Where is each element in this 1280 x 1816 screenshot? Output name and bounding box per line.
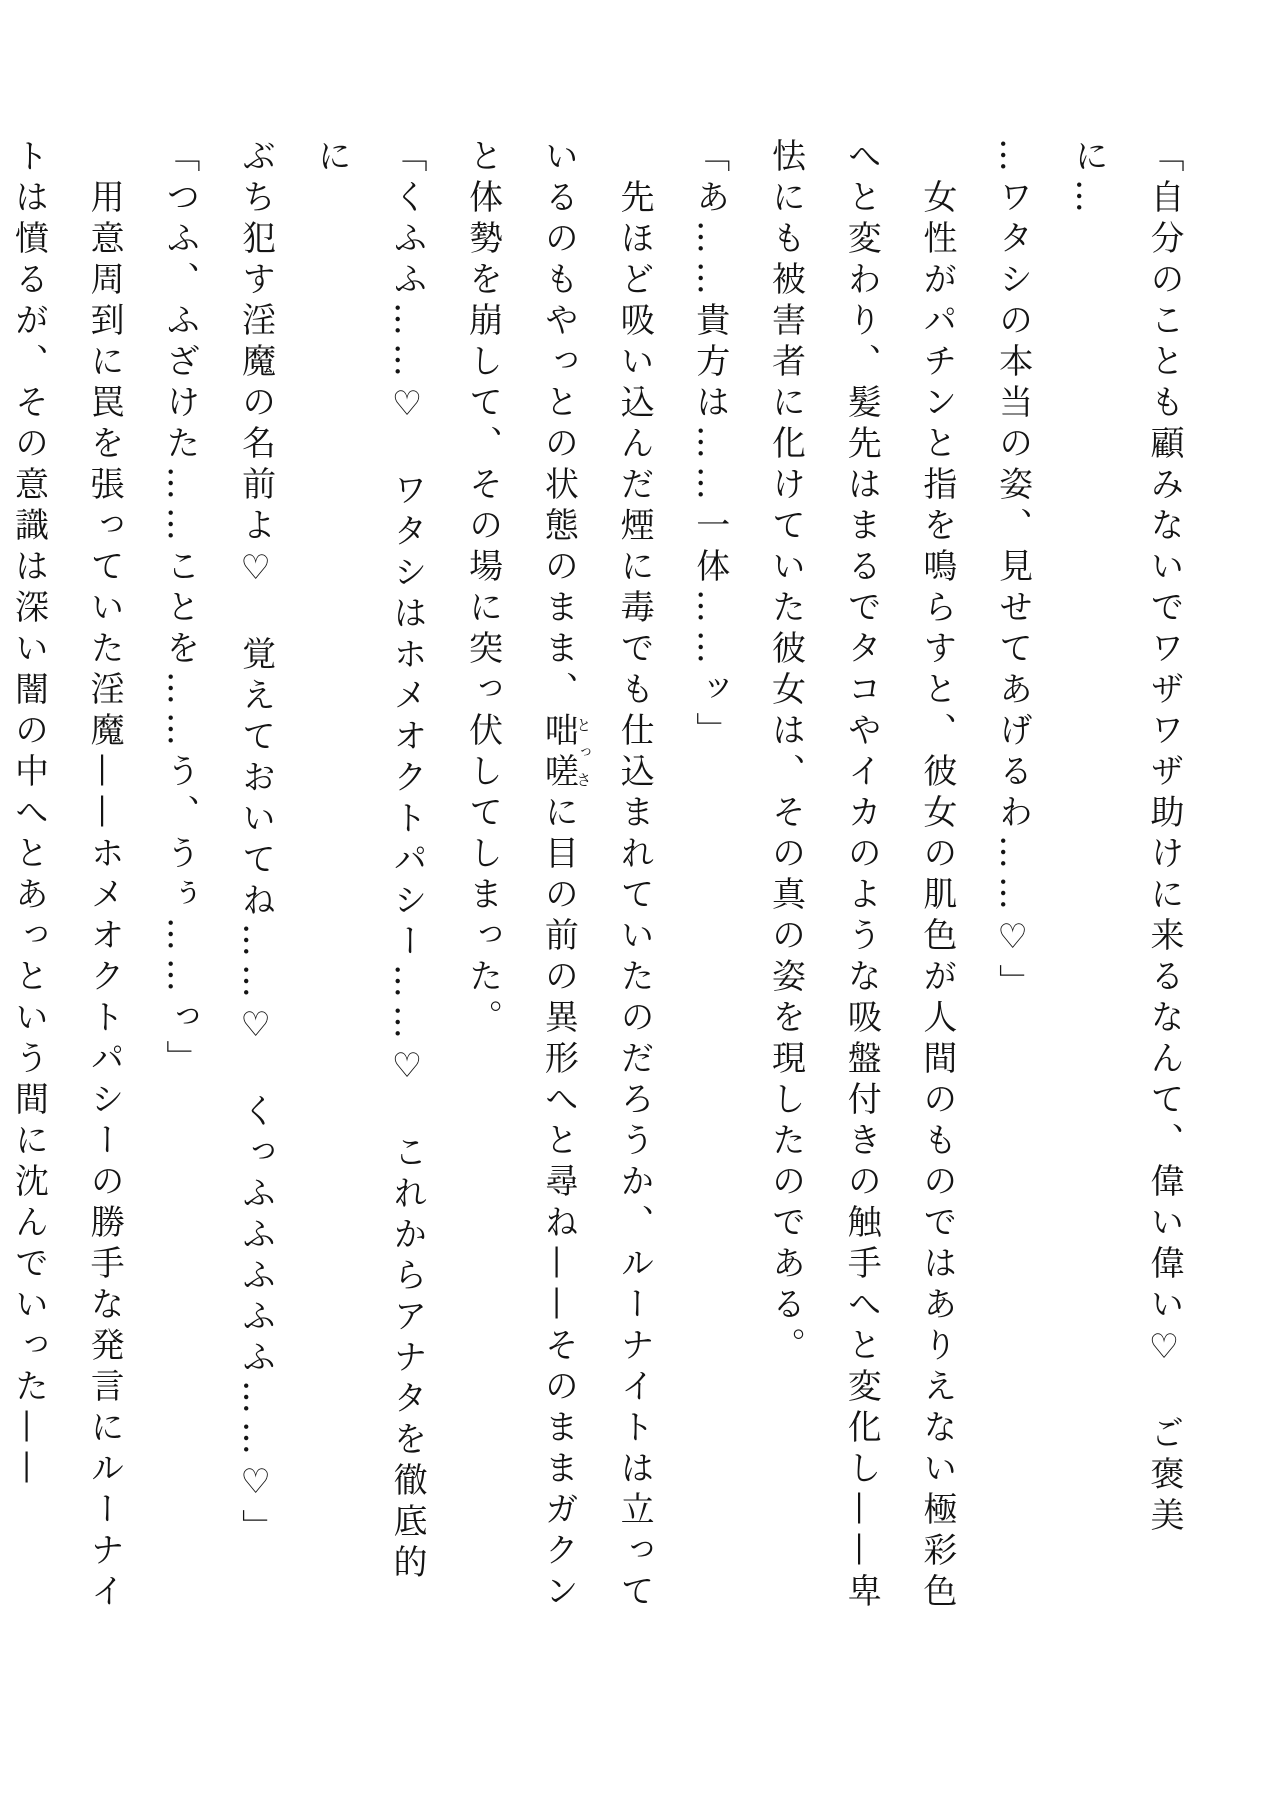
- text-segment: いるのもやっとの状態のまま、: [538, 138, 579, 712]
- text-line: [747, 138, 823, 1618]
- ruby-base: 咄嗟: [538, 712, 579, 794]
- text-line: [822, 138, 898, 1618]
- text-segment: 「あ……貴方は……一体……ッ」: [689, 138, 730, 753]
- text-segment: …ワタシの本当の姿、見せてあげるわ……♡」: [992, 138, 1033, 1005]
- text-line: [595, 138, 671, 1618]
- text-segment: と体勢を崩して、その場に突っ伏してしまった。: [462, 138, 503, 1040]
- text-segment: 用意周到に罠を張っていた淫魔——ホメオクトパシーの勝手な発言にルーナイ: [84, 138, 125, 1614]
- text-segment: に目の前の異形へと尋ね——そのままガクン: [538, 794, 579, 1614]
- vertical-text-block: [0, 138, 1201, 1618]
- text-line: [141, 138, 217, 1618]
- text-segment: 「自分のことも顧みないでワザワザ助けに来るなんて、偉い偉い♡ ご褒美に…: [1068, 138, 1184, 1538]
- text-segment: トは憤るが、その意識は深い闇の中へとあっという間に沈んでいった——: [8, 138, 49, 1491]
- ruby-annotated-word: [538, 712, 593, 794]
- text-segment: 女性がパチンと指を鳴らすと、彼女の肌色が人間のものではありえない極彩色: [916, 138, 957, 1614]
- text-line: [1050, 138, 1201, 1618]
- text-line: [65, 138, 141, 1618]
- text-segment: ぶち犯す淫魔の名前よ♡ 覚えておいてね……♡ くっふふふふふ……♡」: [235, 138, 276, 1550]
- text-line: [671, 138, 747, 1618]
- text-segment: 「つふ、ふざけた……ことを……う、うぅ……っ」: [159, 138, 200, 1081]
- text-line: [444, 138, 520, 1618]
- text-segment: へと変わり、髪先はまるでタコやイカのような吸盤付きの触手へと変化し——卑: [841, 138, 882, 1614]
- text-segment: 「くふふ……♡ ワタシはホメオクトパシー……♡ これからアナタを徹底的に: [311, 138, 427, 1585]
- text-segment: 先ほど吸い込んだ煙に毒でも仕込まれていたのだろうか、ルーナイトは立って: [614, 138, 655, 1614]
- text-line: [520, 138, 596, 1618]
- text-line: [0, 138, 65, 1618]
- text-segment: 怯にも被害者に化けていた彼女は、その真の姿を現したのである。: [765, 138, 806, 1368]
- text-line: [217, 138, 293, 1618]
- text-line: [974, 138, 1050, 1618]
- text-line: [898, 138, 974, 1618]
- furigana: とっさ: [574, 712, 593, 794]
- text-line: [293, 138, 444, 1618]
